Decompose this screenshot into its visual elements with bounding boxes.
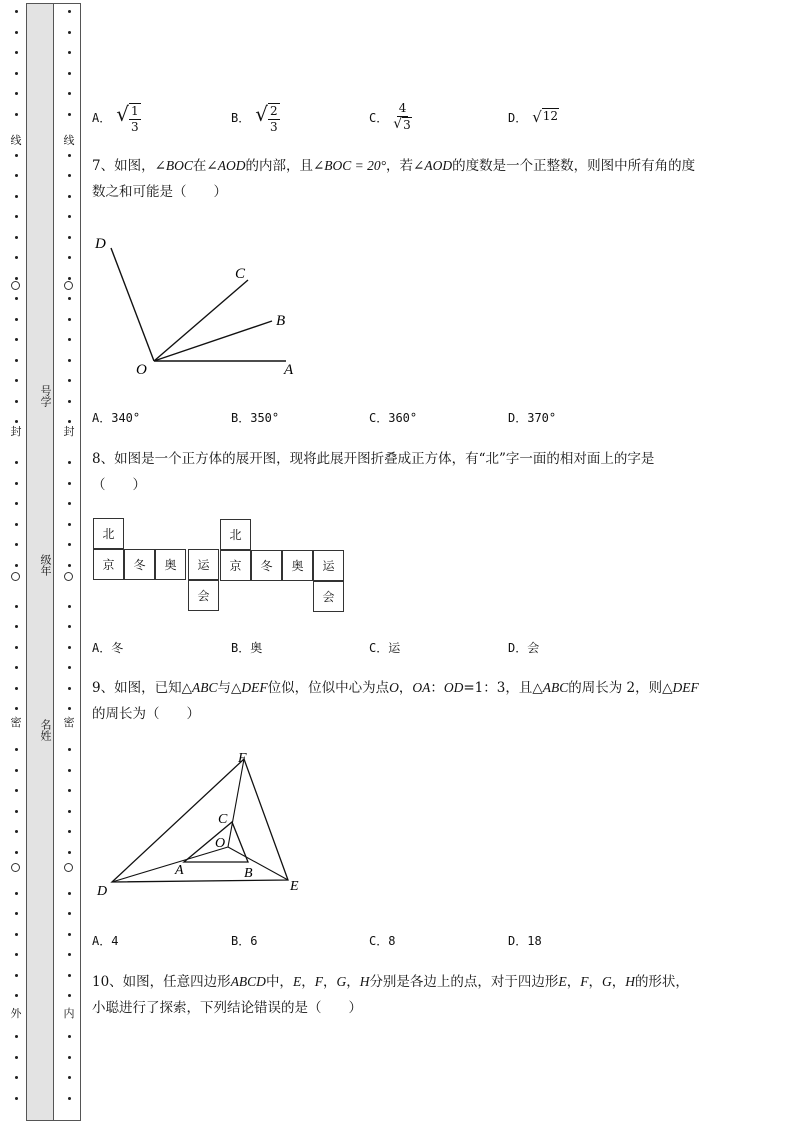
binding-dot (15, 543, 18, 546)
exam-content (92, 0, 782, 1123)
net-cell: 京 (220, 550, 251, 581)
binding-dot (68, 461, 71, 464)
label-c: C (235, 266, 246, 282)
q8-option-c[interactable]: C．运 (369, 640, 401, 655)
binding-dot (68, 912, 71, 915)
binding-dot (68, 482, 71, 485)
binding-dot (15, 912, 18, 915)
binding-ring (11, 281, 20, 290)
binding-dot (15, 564, 18, 567)
sqrt-expression: √ $\frac{1}{3}$ (116, 102, 139, 134)
binding-dot (68, 543, 71, 546)
binding-dot (68, 687, 71, 690)
binding-dot (15, 154, 18, 157)
q8-option-b[interactable]: B．奥 (231, 640, 263, 655)
binding-dot (15, 892, 18, 895)
binding-dot (15, 51, 18, 54)
q9-options (92, 920, 772, 960)
q8-line-2: （ ） (92, 477, 146, 493)
binding-dot (68, 215, 71, 218)
binding-dot (15, 1056, 18, 1059)
binding-dot (15, 31, 18, 34)
net-cell: 冬 (124, 549, 155, 580)
binding-dot (68, 748, 71, 751)
outer-seal-char-seal: 封 (10, 425, 22, 438)
label-a: A (284, 362, 294, 378)
binding-dot (15, 379, 18, 382)
binding-dot (15, 953, 18, 956)
binding-dot (68, 31, 71, 34)
q8-line-1: 8、如图是一个正方体的展开图，现将此展开图折叠成正方体，有“北”字一面的相对面上的字是 (92, 451, 655, 467)
binding-ring (64, 863, 73, 872)
binding-ring (64, 281, 73, 290)
binding-dot (15, 523, 18, 526)
binding-dot (68, 51, 71, 54)
segment-eo (228, 847, 288, 880)
denominator: 3 (269, 120, 278, 134)
binding-dot (15, 851, 18, 854)
binding-margin (0, 0, 82, 1123)
label-a: A (175, 863, 184, 878)
label-e: E (290, 879, 299, 894)
net-cell-bottom: 会 (313, 581, 344, 612)
inner-seal-char-seal: 封 (63, 425, 75, 438)
binding-dot (68, 789, 71, 792)
q8-options (92, 627, 772, 667)
binding-dot (68, 769, 71, 772)
binding-dot (68, 892, 71, 895)
binding-dot (15, 92, 18, 95)
net-cell: 奥 (155, 549, 186, 580)
q7-option-a[interactable]: A．340° (92, 410, 141, 425)
binding-dot (68, 277, 71, 280)
binding-dot (68, 379, 71, 382)
binding-dot (15, 687, 18, 690)
binding-dot (15, 10, 18, 13)
segment-do (112, 847, 228, 882)
q9-line-1: 9、如图，已知△ABC与△DEF位似，位似中心为点O，OA：OD=1：3，且△ABC的周长为 2，则△DEF (92, 680, 699, 696)
binding-dot (15, 666, 18, 669)
binding-dot (15, 994, 18, 997)
binding-dot (68, 236, 71, 239)
question-8 (92, 446, 752, 498)
binding-dot (15, 338, 18, 341)
name-label: 名姓 (39, 719, 52, 741)
binding-dot (15, 1076, 18, 1079)
binding-ring (64, 572, 73, 581)
binding-dot (15, 1035, 18, 1038)
net-cell-top: 北 (220, 519, 251, 550)
binding-dot (68, 646, 71, 649)
binding-dot (68, 338, 71, 341)
inner-seal-char-line: 线 (63, 134, 75, 147)
option-letter: A． (92, 110, 112, 125)
q6-option-a[interactable] (92, 97, 141, 137)
binding-dot (68, 994, 71, 997)
q7-option-d[interactable]: D．370° (508, 410, 557, 425)
binding-dot (15, 72, 18, 75)
q7-option-b[interactable]: B．350° (231, 410, 280, 425)
q10-line-1: 10、如图，任意四边形ABCD中，E，F，G，H分别是各边上的点，对于四边形E，F，G，H的形状， (92, 974, 689, 990)
binding-dot (15, 236, 18, 239)
q7-line-1: 7、如图，∠BOC在∠AOD的内部，且∠BOC = 20°，若∠AOD的度数是一个正整数，则图中所有角的度 (92, 158, 696, 174)
q9-homothety-figure (92, 745, 322, 900)
q6-option-d[interactable] (508, 97, 559, 137)
q6-options (92, 97, 772, 137)
binding-dot (68, 933, 71, 936)
option-letter: B． (231, 110, 251, 125)
denominator: 3 (130, 120, 139, 134)
binding-dot (68, 113, 71, 116)
binding-dot (68, 502, 71, 505)
q7-line-2: 数之和可能是（ ） (92, 184, 227, 200)
binding-dot (15, 974, 18, 977)
binding-dot (15, 707, 18, 710)
q8-option-d[interactable]: D．会 (508, 640, 540, 655)
outer-seal-char-line: 线 (10, 134, 22, 147)
triangle-def (112, 759, 288, 882)
option-letter: D． (508, 110, 528, 125)
binding-dot (68, 256, 71, 259)
net-cell: 运 (313, 550, 344, 581)
binding-dot (15, 297, 18, 300)
binding-dot (15, 933, 18, 936)
label-c: C (218, 812, 228, 827)
binding-dot (68, 10, 71, 13)
numerator: 4 (398, 101, 407, 115)
inner-seal-char-secret: 密 (63, 716, 75, 729)
numerator: 1 (130, 104, 139, 118)
binding-dot (68, 605, 71, 608)
net-cell-bottom: 会 (188, 580, 219, 611)
option-letter: C． (369, 110, 389, 125)
binding-dot (68, 1056, 71, 1059)
net-cell: 奥 (282, 550, 313, 581)
binding-dot (15, 359, 18, 362)
binding-dot (68, 666, 71, 669)
binding-dot (68, 830, 71, 833)
binding-dot (15, 256, 18, 259)
q8-net-left (92, 517, 222, 617)
binding-dot (68, 359, 71, 362)
q10-line-2: 小聪进行了探索，下列结论错误的是（ ） (92, 1000, 362, 1016)
binding-dot (15, 400, 18, 403)
binding-dot (68, 420, 71, 423)
q9-line-2: 的周长为（ ） (92, 706, 200, 722)
binding-dot (15, 482, 18, 485)
binding-dot (68, 851, 71, 854)
label-d: D (97, 884, 108, 899)
binding-dot (15, 215, 18, 218)
binding-dot (15, 789, 18, 792)
binding-ring (11, 863, 20, 872)
binding-dot (15, 830, 18, 833)
binding-dot (15, 769, 18, 772)
student-number-label: 号学 (39, 385, 52, 407)
label-b: B (276, 313, 286, 329)
net-cell: 运 (188, 549, 219, 580)
binding-dot (68, 707, 71, 710)
binding-dot (68, 1035, 71, 1038)
binding-dot (15, 646, 18, 649)
q7-angle-figure (92, 228, 312, 383)
question-7 (92, 153, 752, 205)
outer-seal-char-outer: 外 (10, 1007, 22, 1020)
net-cell: 京 (93, 549, 124, 580)
ray-ob (154, 321, 272, 361)
binding-dot (68, 92, 71, 95)
q6-option-b[interactable] (231, 97, 280, 137)
q8-net-right (220, 519, 346, 619)
q9-option-c[interactable]: C．8 (369, 933, 396, 948)
binding-dot (68, 318, 71, 321)
radicand: 12 (542, 109, 559, 123)
q9-option-a[interactable]: A．4 (92, 933, 119, 948)
ray-oc (154, 280, 248, 361)
binding-dot (15, 195, 18, 198)
net-cell-top: 北 (93, 518, 124, 549)
binding-dot (68, 625, 71, 628)
q8-option-a[interactable]: A．冬 (92, 640, 124, 655)
question-9 (92, 675, 752, 727)
binding-dot (15, 748, 18, 751)
binding-dot (68, 1097, 71, 1100)
binding-dot (15, 625, 18, 628)
binding-dot (68, 400, 71, 403)
binding-dot (15, 420, 18, 423)
binding-dot (68, 72, 71, 75)
outer-seal-char-secret: 密 (10, 716, 22, 729)
ray-od (111, 248, 154, 361)
binding-dot (68, 564, 71, 567)
net-cell: 冬 (251, 550, 282, 581)
label-d: D (95, 236, 106, 252)
label-o: O (136, 362, 147, 378)
binding-dot (68, 523, 71, 526)
label-b: B (244, 866, 253, 881)
q7-options (92, 397, 772, 437)
outer-dotted-column (0, 0, 26, 1123)
q7-option-c[interactable]: C．360° (369, 410, 418, 425)
q9-option-b[interactable]: B．6 (231, 933, 258, 948)
binding-ring (11, 572, 20, 581)
binding-dot (68, 195, 71, 198)
binding-dot (15, 810, 18, 813)
binding-dot (68, 297, 71, 300)
sqrt-expression: √ 12 (532, 108, 559, 126)
binding-dot (15, 502, 18, 505)
binding-dot (68, 1076, 71, 1079)
sqrt-expression: √ $\frac{2}{3}$ (255, 102, 278, 134)
q6-option-c[interactable] (369, 97, 412, 137)
binding-dot (68, 974, 71, 977)
inner-seal-char-inner: 内 (63, 1007, 75, 1020)
binding-dot (15, 174, 18, 177)
q9-option-d[interactable]: D．18 (508, 933, 542, 948)
label-o: O (215, 836, 226, 851)
grade-label: 级年 (39, 554, 52, 576)
binding-dot (68, 154, 71, 157)
binding-dot (15, 1097, 18, 1100)
binding-dot (68, 953, 71, 956)
label-f: F (238, 751, 247, 766)
fraction: 4 √ 3 (393, 101, 411, 132)
numerator: 2 (269, 104, 278, 118)
binding-dot (15, 605, 18, 608)
binding-dot (15, 277, 18, 280)
binding-dot (15, 318, 18, 321)
binding-dot (15, 113, 18, 116)
denominator: 3 (403, 118, 411, 132)
question-10 (92, 969, 752, 1021)
binding-dot (15, 461, 18, 464)
binding-dot (68, 810, 71, 813)
binding-dot (68, 174, 71, 177)
